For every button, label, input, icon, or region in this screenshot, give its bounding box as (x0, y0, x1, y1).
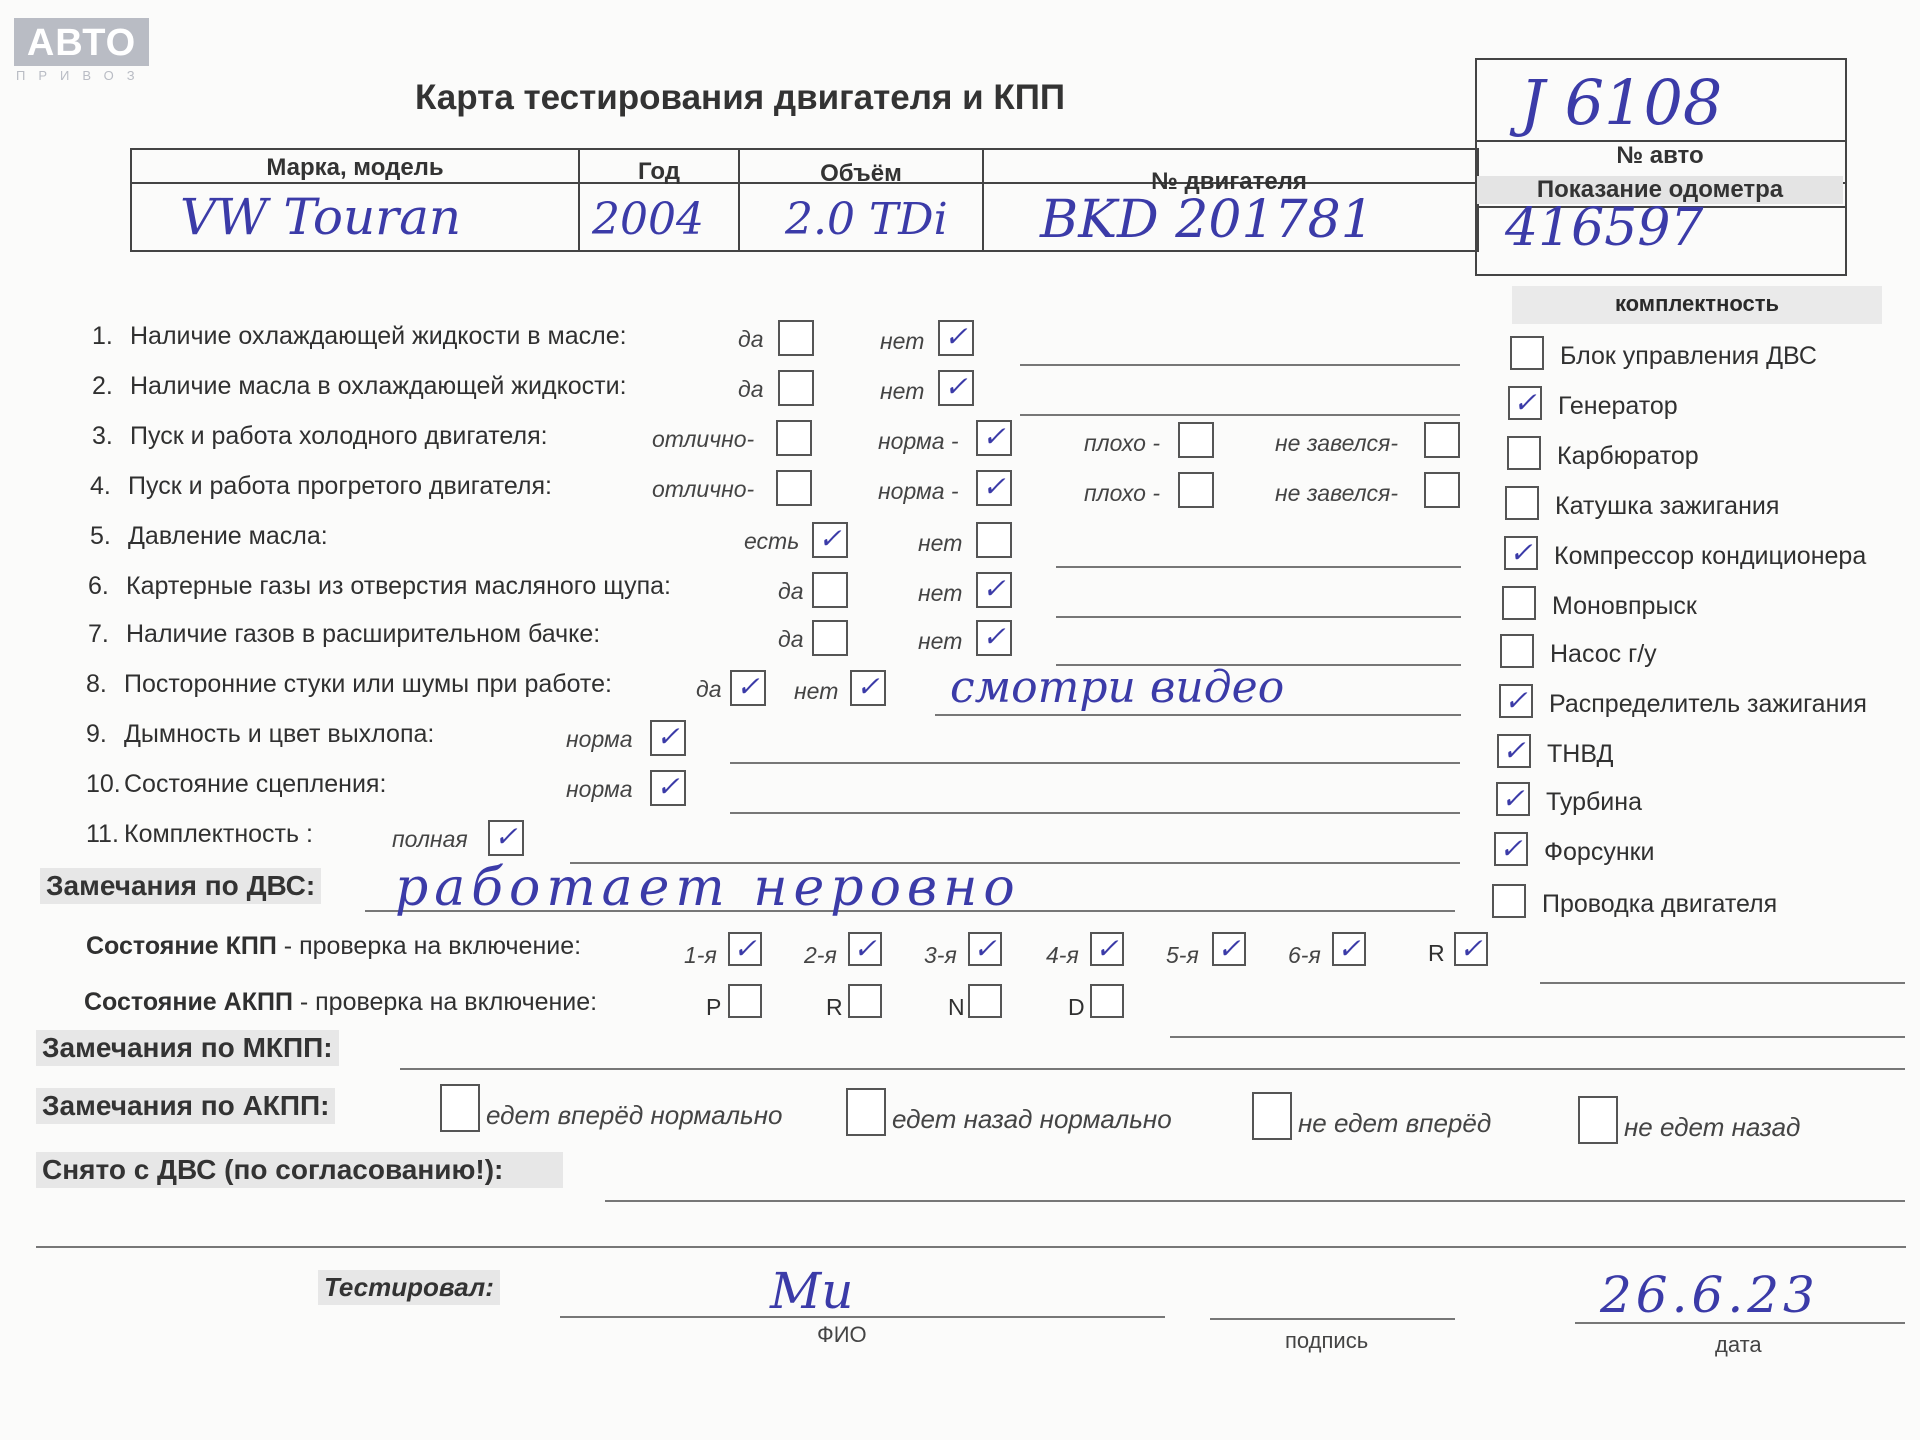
akpp-remark-label: не едет вперёд (1298, 1108, 1492, 1138)
completeness-item-label: Катушка зажигания (1555, 492, 1780, 520)
question-text: Наличие газов в расширительном бачке: (126, 620, 601, 648)
tested-label: Тестировал: (318, 1270, 500, 1305)
col-header-engine: № двигателя (1151, 168, 1307, 195)
sign-line (1210, 1318, 1455, 1320)
noise-note-value: смотри видео (950, 662, 1285, 713)
brand-logo-subtitle: ПРИВОЗ (16, 68, 148, 83)
akpp-remark-label: едет вперёд нормально (486, 1100, 783, 1130)
completeness-checkbox[interactable] (1510, 336, 1544, 370)
option-label: не завелся- (1275, 430, 1399, 456)
option-label: норма (566, 726, 633, 752)
answer-checkbox-mark: ✓ (656, 720, 680, 753)
akpp-label-bold: Состояние АКПП (84, 988, 293, 1016)
gear-checkbox-mark: ✓ (1217, 932, 1241, 965)
answer-first-checkbox-mark: ✓ (736, 670, 760, 703)
question-text: Посторонние стуки или шумы при работе: (124, 670, 612, 698)
option-label: отлично- (652, 476, 755, 502)
question-text: Наличие охлаждающей жидкости в масле: (130, 322, 627, 350)
gear-checkbox[interactable] (1212, 932, 1246, 966)
gear-checkbox-mark: ✓ (733, 932, 757, 965)
option-label: да (738, 376, 764, 402)
answer-note-line (730, 812, 1460, 814)
mkpp-remarks-line (400, 1068, 1905, 1070)
sign-caption: подпись (1285, 1328, 1369, 1353)
answer-excellent-checkbox[interactable] (776, 470, 812, 506)
completeness-checkbox[interactable] (1494, 832, 1528, 866)
option-label: норма - (878, 428, 959, 454)
completeness-title: комплектность (1512, 286, 1882, 324)
question-number: 7. (88, 620, 109, 648)
answer-yes-checkbox[interactable] (778, 370, 814, 406)
option-label: отлично- (652, 426, 755, 452)
completeness-checkbox[interactable] (1499, 684, 1533, 718)
answer-note-line (1056, 616, 1461, 618)
gear-checkbox-mark: ✓ (973, 932, 997, 965)
akpp-line (1170, 1036, 1905, 1038)
question-number: 1. (92, 322, 113, 350)
option-label: не завелся- (1275, 480, 1399, 506)
question-text: Наличие масла в охлаждающей жидкости: (130, 372, 627, 400)
completeness-item-label: Форсунки (1544, 838, 1655, 866)
completeness-checkbox-mark: ✓ (1502, 734, 1526, 767)
removed-line (605, 1200, 1905, 1202)
gear-label: 1-я (684, 942, 717, 968)
akpp-position-label: P (706, 994, 722, 1020)
completeness-checkbox[interactable] (1496, 782, 1530, 816)
akpp-position-label: R (826, 994, 843, 1020)
answer-note-line-long (935, 714, 1461, 716)
option-label: норма - (878, 478, 959, 504)
gear-label: 3-я (924, 942, 957, 968)
option-label: есть (744, 528, 800, 554)
question-text: Пуск и работа холодного двигателя: (130, 422, 548, 450)
completeness-checkbox[interactable] (1492, 884, 1526, 918)
gear-checkbox-mark: ✓ (1459, 932, 1483, 965)
answer-no-checkbox-mark: ✓ (944, 320, 968, 353)
answer-second-checkbox[interactable] (850, 670, 886, 706)
gear-checkbox[interactable] (848, 932, 882, 966)
col-header-odometer: Показание одометра (1477, 176, 1843, 204)
answer-normal-checkbox-mark: ✓ (982, 470, 1006, 503)
option-label: да (778, 578, 804, 604)
brand-logo: АВТО (14, 18, 149, 66)
akpp-label-rest: - проверка на включение: (292, 988, 598, 1016)
fio-caption: ФИО (817, 1322, 867, 1347)
option-label: нет (880, 378, 925, 404)
question-text: Комплектность : (124, 820, 313, 848)
gear-label: 6-я (1288, 942, 1321, 968)
akpp-position-checkbox[interactable] (728, 984, 762, 1018)
question-number: 11. (86, 820, 119, 848)
gear-label: 5-я (1166, 942, 1199, 968)
question-number: 5. (90, 522, 111, 550)
answer-checkbox[interactable] (650, 770, 686, 806)
completeness-checkbox[interactable] (1505, 486, 1539, 520)
completeness-checkbox-mark: ✓ (1499, 832, 1523, 865)
option-label: норма (566, 776, 633, 802)
answer-note-line (1056, 566, 1461, 568)
engine-remarks-label: Замечания по ДВС: (40, 868, 321, 904)
volume-value: 2.0 TDi (785, 194, 948, 245)
question-text: Состояние сцепления: (124, 770, 387, 798)
akpp-remark-checkbox[interactable] (1252, 1092, 1292, 1140)
completeness-item-label: Насос г/у (1550, 640, 1657, 668)
fio-value: Ми (770, 1262, 854, 1320)
question-number: 4. (90, 472, 111, 500)
completeness-item-label: Проводка двигателя (1542, 890, 1778, 918)
option-label: да (778, 626, 804, 652)
completeness-item-label: Распределитель зажигания (1549, 690, 1867, 718)
col-header-brand: Марка, модель (266, 154, 444, 181)
answer-no-checkbox[interactable] (938, 370, 974, 406)
akpp-position-checkbox[interactable] (848, 984, 882, 1018)
completeness-checkbox[interactable] (1500, 634, 1534, 668)
answer-first-checkbox-mark: ✓ (818, 522, 842, 555)
completeness-item-label: Моновпрыск (1552, 592, 1697, 620)
question-text: Пуск и работа прогретого двигателя: (128, 472, 552, 500)
akpp-label (84, 988, 597, 1017)
answer-second-checkbox[interactable] (976, 522, 1012, 558)
answer-second-checkbox[interactable] (976, 572, 1012, 608)
gear-checkbox[interactable] (1090, 932, 1124, 966)
answer-normal-checkbox[interactable] (976, 420, 1012, 456)
gear-checkbox[interactable] (1454, 932, 1488, 966)
akpp-remarks-label: Замечания по АКПП: (36, 1088, 335, 1124)
answer-second-checkbox-mark: ✓ (982, 620, 1006, 653)
question-number: 6. (88, 572, 109, 600)
answer-bad-checkbox[interactable] (1178, 422, 1214, 458)
completeness-checkbox-mark: ✓ (1513, 386, 1537, 419)
date-value: 26.6.23 (1600, 1266, 1819, 1324)
answer-second-checkbox-mark: ✓ (982, 572, 1006, 605)
option-label: плохо - (1084, 430, 1160, 456)
engine-no-value: BKD 201781 (1040, 190, 1374, 250)
answer-note-line (1020, 364, 1460, 366)
question-number: 2. (92, 372, 113, 400)
answer-second-checkbox-mark: ✓ (856, 670, 880, 703)
answer-yes-checkbox[interactable] (778, 320, 814, 356)
akpp-position-checkbox[interactable] (968, 984, 1002, 1018)
gear-checkbox[interactable] (968, 932, 1002, 966)
answer-normal-checkbox[interactable] (976, 470, 1012, 506)
answer-bad-checkbox[interactable] (1178, 472, 1214, 508)
answer-first-checkbox[interactable] (730, 670, 766, 706)
gear-label: 2-я (804, 942, 837, 968)
kpp-line (1540, 982, 1905, 984)
answer-normal-checkbox-mark: ✓ (982, 420, 1006, 453)
answer-no-start-checkbox[interactable] (1424, 472, 1460, 508)
engine-remarks-value: работает неровно (395, 858, 1021, 918)
gear-checkbox[interactable] (728, 932, 762, 966)
completeness-checkbox-mark: ✓ (1509, 536, 1533, 569)
year-value: 2004 (592, 194, 704, 245)
completeness-item-label: Турбина (1546, 788, 1642, 816)
akpp-remark-checkbox[interactable] (846, 1088, 886, 1136)
gear-checkbox-mark: ✓ (1337, 932, 1361, 965)
gear-checkbox-mark: ✓ (1095, 932, 1119, 965)
kpp-label-bold: Состояние КПП (86, 932, 277, 960)
col-header-year: Год (638, 158, 680, 185)
answer-checkbox[interactable] (488, 820, 524, 856)
question-text: Дымность и цвет выхлопа: (124, 720, 435, 748)
completeness-checkbox-mark: ✓ (1504, 684, 1528, 717)
kpp-label (86, 932, 581, 961)
akpp-position-label: N (948, 994, 965, 1020)
gear-checkbox-mark: ✓ (853, 932, 877, 965)
question-number: 3. (92, 422, 113, 450)
akpp-remark-checkbox[interactable] (440, 1084, 480, 1132)
fio-line (560, 1316, 1165, 1318)
completeness-checkbox[interactable] (1504, 536, 1538, 570)
akpp-position-label: D (1068, 994, 1085, 1020)
extra-line (36, 1246, 1906, 1248)
completeness-checkbox[interactable] (1507, 436, 1541, 470)
akpp-remark-label: едет назад нормально (892, 1104, 1172, 1134)
completeness-checkbox[interactable] (1502, 586, 1536, 620)
gear-label: R (1428, 940, 1445, 966)
completeness-item-label: ТНВД (1547, 740, 1614, 768)
answer-checkbox-mark: ✓ (494, 820, 518, 853)
answer-first-checkbox[interactable] (812, 522, 848, 558)
option-label: да (696, 676, 722, 702)
completeness-checkbox[interactable] (1497, 734, 1531, 768)
option-label: нет (918, 628, 963, 654)
gear-label: 4-я (1046, 942, 1079, 968)
akpp-remark-checkbox[interactable] (1578, 1096, 1618, 1144)
option-label: нет (918, 580, 963, 606)
answer-no-checkbox-mark: ✓ (944, 370, 968, 403)
mkpp-remarks-label: Замечания по МКПП: (36, 1030, 339, 1066)
answer-no-start-checkbox[interactable] (1424, 422, 1460, 458)
answer-no-checkbox[interactable] (938, 320, 974, 356)
completeness-item-label: Карбюратор (1557, 442, 1699, 470)
col-divider-3 (982, 150, 984, 250)
answer-checkbox[interactable] (650, 720, 686, 756)
option-label: нет (794, 678, 839, 704)
answer-checkbox-mark: ✓ (656, 770, 680, 803)
completeness-item-label: Генератор (1558, 392, 1678, 420)
completeness-checkbox-mark: ✓ (1501, 782, 1525, 815)
answer-excellent-checkbox[interactable] (776, 420, 812, 456)
option-label: да (738, 326, 764, 352)
question-number: 9. (86, 720, 107, 748)
kpp-label-rest: - проверка на включение: (276, 932, 582, 960)
completeness-item-label: Блок управления ДВС (1560, 342, 1817, 370)
option-label: полная (392, 826, 468, 852)
col-header-auto-no: № авто (1616, 142, 1704, 169)
question-number: 8. (86, 670, 107, 698)
completeness-checkbox[interactable] (1508, 386, 1542, 420)
auto-number-value: J 6108 (1520, 66, 1723, 139)
option-label: плохо - (1084, 480, 1160, 506)
answer-second-checkbox[interactable] (976, 620, 1012, 656)
question-text: Картерные газы из отверстия масляного щупа: (126, 572, 671, 600)
answer-first-checkbox[interactable] (812, 572, 848, 608)
answer-first-checkbox[interactable] (812, 620, 848, 656)
date-caption: дата (1715, 1332, 1762, 1357)
option-label: нет (880, 328, 925, 354)
removed-label: Снято с ДВС (по согласованию!): (36, 1152, 563, 1188)
gear-checkbox[interactable] (1332, 932, 1366, 966)
question-text: Давление масла: (128, 522, 328, 550)
akpp-remark-label: не едет назад (1624, 1112, 1801, 1142)
option-label: нет (918, 530, 963, 556)
document-title: Карта тестирования двигателя и КПП (415, 78, 1066, 117)
completeness-item-label: Компрессор кондиционера (1554, 542, 1867, 570)
question-number: 10. (86, 770, 121, 798)
answer-note-line (1020, 414, 1460, 416)
answer-note-line (730, 762, 1460, 764)
akpp-position-checkbox[interactable] (1090, 984, 1124, 1018)
col-header-volume: Объём (820, 160, 902, 187)
brand-value: VW Touran (180, 188, 462, 246)
odometer-value: 416597 (1505, 198, 1704, 258)
